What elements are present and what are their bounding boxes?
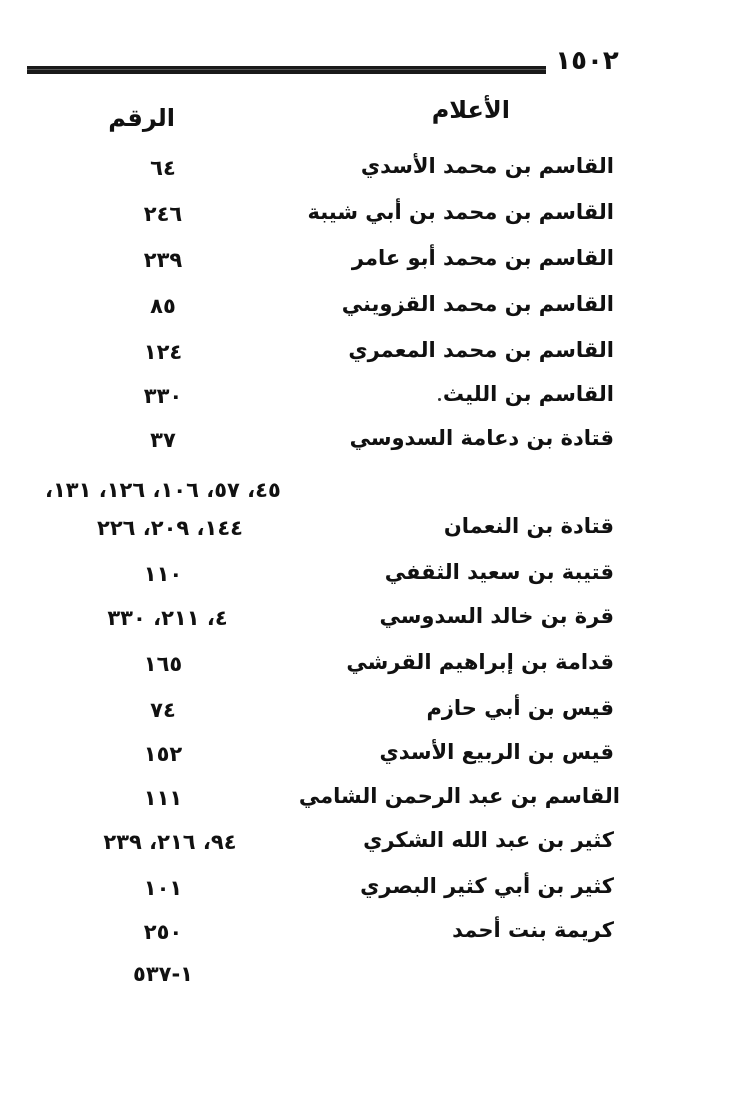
table-row <box>0 780 747 814</box>
header-rule <box>27 66 546 74</box>
table-row <box>0 692 747 726</box>
person-name: قتيبة بن سعيد الثقفي <box>384 560 614 584</box>
person-name: قرة بن خالد السدوسي <box>379 604 614 628</box>
person-name: قتادة بن دعامة السدوسي <box>349 426 614 450</box>
table-row <box>0 870 747 904</box>
numbers-column-header: الرقم <box>108 104 175 132</box>
reference-number: ١٠١ <box>143 876 183 900</box>
reference-number: ١٥٢ <box>143 742 183 766</box>
reference-number: ٦٤ <box>150 156 176 180</box>
person-name: قتادة بن النعمان <box>443 514 614 538</box>
table-row <box>0 510 747 544</box>
reference-number: ٧٤ <box>150 698 176 722</box>
table-row <box>0 914 747 948</box>
person-name: القاسم بن محمد الأسدي <box>360 154 614 178</box>
reference-number: ٢٣٩ <box>143 248 183 272</box>
table-row <box>0 646 747 680</box>
person-name: القاسم بن محمد أبو عامر <box>351 246 614 270</box>
reference-number: ٩٤، ٢١٦، ٢٣٩ <box>103 830 237 854</box>
person-name: قيس بن الربيع الأسدي <box>379 740 614 764</box>
reference-number: ١٤٤، ٢٠٩، ٢٢٦ <box>97 516 243 540</box>
reference-number: ٢٥٠ <box>143 920 183 944</box>
table-row <box>0 334 747 368</box>
reference-number: ٤، ٢١١، ٣٣٠ <box>107 606 228 630</box>
table-row <box>0 196 747 230</box>
names-column-header: الأعلام <box>431 96 510 124</box>
table-row <box>0 422 747 456</box>
reference-number: ١٢٤ <box>143 340 183 364</box>
reference-number: ٣٣٠ <box>143 384 183 408</box>
table-row <box>0 150 747 184</box>
reference-number: ٤٥، ٥٧، ١٠٦، ١٢٦، ١٣١، <box>45 478 281 502</box>
person-name: كثير بن عبد الله الشكري <box>363 828 614 852</box>
person-name: القاسم بن الليث <box>442 382 614 406</box>
person-name: قدامة بن إبراهيم القرشي <box>346 650 614 674</box>
table-row <box>0 736 747 770</box>
table-row <box>0 378 747 412</box>
reference-number: ١٦٥ <box>143 652 183 676</box>
footer-code: ١-٥٣٧ <box>133 962 193 986</box>
table-row <box>0 556 747 590</box>
person-name: القاسم بن محمد بن أبي شيبة <box>307 200 614 224</box>
table-row <box>0 824 747 858</box>
person-name: قيس بن أبي حازم <box>426 696 614 720</box>
person-name: كريمة بنت أحمد <box>452 918 614 942</box>
reference-number: ٨٥ <box>150 294 176 318</box>
page-number: ١٥٠٢ <box>555 46 619 76</box>
table-row <box>0 242 747 276</box>
person-name: كثير بن أبي كثير البصري <box>360 874 614 898</box>
table-row <box>0 472 747 506</box>
table-row <box>0 288 747 322</box>
reference-number: ١١٠ <box>143 562 183 586</box>
person-name: القاسم بن عبد الرحمن الشامي <box>298 784 620 808</box>
person-name: القاسم بن محمد المعمري <box>348 338 614 362</box>
reference-number: ٢٤٦ <box>143 202 183 226</box>
reference-number: ٣٧ <box>150 428 176 452</box>
reference-number: ١١١ <box>143 786 183 810</box>
person-name: القاسم بن محمد القزويني <box>341 292 614 316</box>
table-row <box>0 600 747 634</box>
